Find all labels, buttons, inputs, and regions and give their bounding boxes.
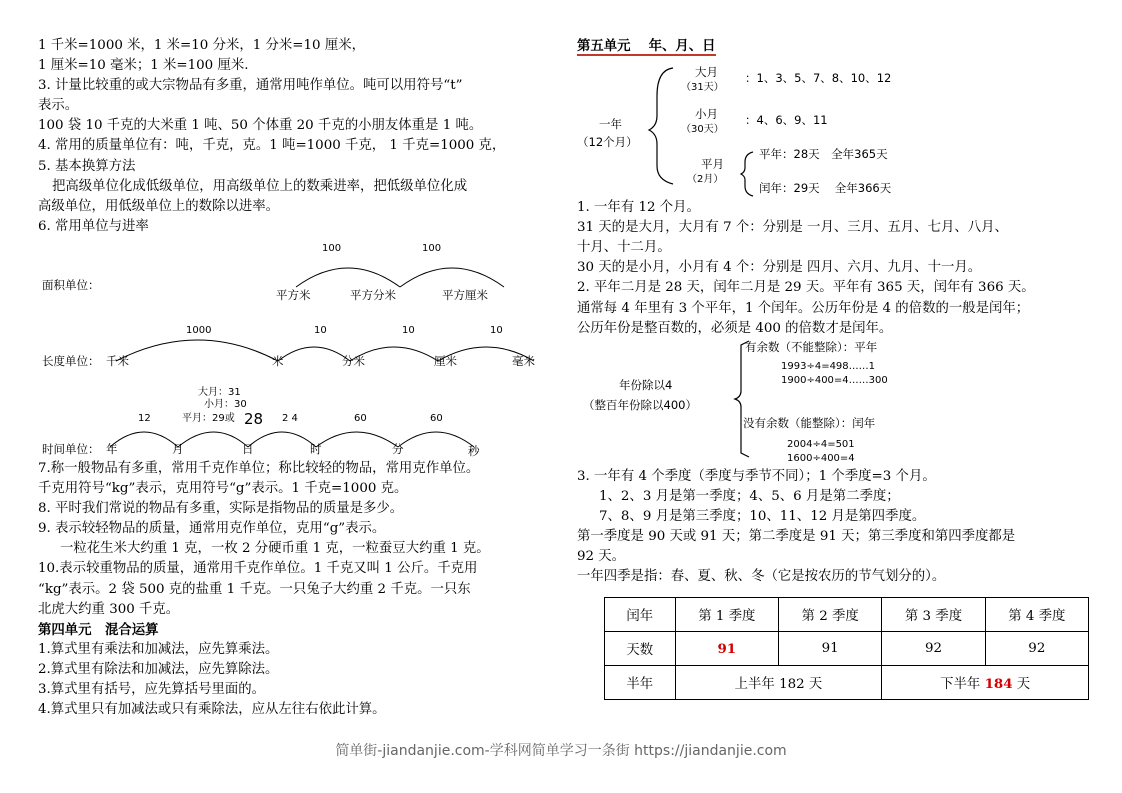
big-month-list: ：1、3、5、7、8、10、12 (745, 71, 892, 86)
text-line: 通常每 4 年里有 3 个平年，1 个闰年。公历年份是 4 的倍数的一般是闰年； (577, 300, 1030, 316)
text-line: 北虎大约重 300 千克。 (38, 601, 180, 617)
table-cell: 天数 (605, 632, 676, 666)
text-line: 1、2、3 月是第一季度；4、5、6 月是第二季度； (599, 488, 900, 504)
length-unit: 分米 (342, 353, 365, 368)
table-cell-highlight: 91 (675, 632, 778, 666)
feb: 平月 (701, 157, 724, 172)
area-arc (400, 268, 504, 287)
unit5-title: 第五单元 年、月、日 (577, 38, 716, 54)
time-rate: 60 (354, 412, 367, 424)
table-cell: 92 (882, 632, 985, 666)
leap-top-ex: 1900÷400=4……300 (781, 374, 888, 386)
text-line: 3. 计量比较重的或大宗物品有多重，通常用吨作单位。吨可以用符号“t” (38, 78, 463, 94)
month-note: 平月：29或 (182, 412, 235, 424)
leap-left-1: 年份除以4 (619, 377, 673, 392)
text-line: 100 袋 10 千克的大米重 1 吨、50 个体重 20 千克的小朋友体重是 1 吨。 (38, 118, 483, 134)
leap-bottom-ex: 1600÷400=4 (787, 452, 855, 464)
quarter-table (604, 597, 1089, 700)
text-line: 高级单位，用低级单位上的数除以进率。 (38, 198, 280, 214)
time-arc (178, 432, 248, 447)
text-line: 9. 表示较轻物品的质量，通常用克作单位，克用“g”表示。 (38, 521, 386, 537)
time-arc (110, 432, 178, 447)
time-arc (316, 432, 398, 447)
length-rate: 10 (402, 324, 415, 336)
text-line: 十月、十二月。 (577, 240, 671, 256)
text-line: 2. 平年二月是 28 天，闰年二月是 29 天。平年有 365 天，闰年有 366 天。 (577, 280, 1035, 296)
month-note: 小月：30 (204, 398, 247, 410)
month-note: 大月：31 (198, 386, 241, 398)
area-label: 面积单位： (42, 277, 100, 292)
length-unit: 千米 (106, 353, 129, 368)
text-line: 把高级单位化成低级单位，用高级单位上的数乘进率，把低级单位化成 (52, 178, 468, 194)
time-rate: 2 4 (282, 412, 298, 424)
leap-left-2: （整百年份除以400） (583, 397, 697, 412)
leap-bottom-ex: 2004÷4=501 (787, 438, 855, 450)
text-line: 公历年份是整百数的，必须是 400 的倍数才是闰年。 (577, 320, 893, 336)
text-line: 千克用符号“kg”表示，克用符号“g”表示。1 千克=1000 克。 (38, 481, 408, 497)
small-month-list: ：4、6、9、11 (745, 113, 828, 128)
table-header-cell: 第 1 季度 (675, 598, 778, 632)
table-header-cell: 第 4 季度 (985, 598, 1088, 632)
text-line: 5. 基本换算方法 (38, 158, 136, 174)
time-unit: 时 (310, 441, 322, 456)
text-line: 1.算式里有乘法和加减法，应先算乘法。 (38, 641, 279, 657)
text-line: 1 千米=1000 米，1 米=10 分米，1 分米=10 厘米， (38, 38, 365, 53)
table-cell (882, 666, 1089, 700)
text-line: 3. 一年有 4 个季度（季度与季节不同）；1 个季度=3 个月。 (577, 468, 936, 484)
text-line: 4. 常用的质量单位有：吨，千克，克。1 吨=1000 千克， 1 千克=1000 克， (38, 138, 506, 154)
year-label: 一年 (599, 117, 622, 132)
text-line: 第一季度是 90 天或 91 天；第二季度是 91 天；第三季度和第四季度都是 (577, 529, 1016, 545)
leap-brace (735, 341, 749, 457)
text-line: 6. 常用单位与进率 (38, 218, 149, 234)
text-line: 8. 平时我们常说的物品有多重，实际是指物品的质量是多少。 (38, 501, 404, 517)
time-rate: 60 (430, 412, 443, 424)
table-row (605, 598, 1089, 632)
time-unit: 秒 (468, 443, 480, 458)
area-rate: 100 (422, 242, 442, 254)
small-month: 小月 (695, 107, 718, 122)
right-column (577, 36, 1089, 700)
length-arc (116, 340, 278, 361)
year-sub: （12个月） (577, 135, 638, 150)
second-half-suffix: 天 (1012, 677, 1031, 693)
area-rate: 100 (322, 242, 342, 254)
footer-watermark: 简单街-jiandanjie.com-学科网简单学习一条街 https://jiandanjie.com (335, 743, 787, 759)
text-line: 表示。 (38, 98, 79, 114)
feb-common: 平年：28天 全年365天 (759, 147, 888, 162)
area-arc (296, 268, 400, 287)
text-line: 10.表示较重物品的质量，通常用千克作单位。1 千克又叫 1 公斤。千克用 (38, 561, 478, 577)
length-rate: 10 (490, 324, 503, 336)
leap-year-diagram (577, 339, 1089, 467)
year-month-diagram (577, 56, 1089, 198)
length-label: 长度单位： (42, 353, 100, 368)
length-unit: 厘米 (434, 353, 457, 368)
leap-top-ex: 1993÷4=498……1 (781, 360, 876, 372)
second-half-prefix: 下半年 (940, 677, 985, 693)
length-arc (278, 347, 350, 361)
text-line: 一粒花生米大约重 1 克，一枚 2 分硬币重 1 克，一粒蚕豆大约重 1 克。 (60, 541, 490, 557)
text-line: 2.算式里有除法和加减法，应先算除法。 (38, 661, 279, 677)
table-header-cell: 闰年 (605, 598, 676, 632)
feb-sub: （2月） (687, 174, 724, 186)
table-cell: 92 (985, 632, 1088, 666)
text-line: 4.算式里只有加减法或只有乘除法，应从左往右依此计算。 (38, 702, 386, 718)
big-month-sub: （31天） (681, 82, 724, 94)
text-line: 30 天的是小月，小月有 4 个：分别是 四月、六月、九月、十一月。 (577, 260, 982, 276)
time-unit: 日 (242, 441, 254, 456)
text-line: 3.算式里有括号，应先算括号里面的。 (38, 681, 266, 697)
text-line: 7、8、9 月是第三季度；10、11、12 月是第四季度。 (599, 508, 926, 524)
feb-brace (741, 152, 753, 196)
unit4-heading: 第四单元 混合运算 (38, 621, 159, 638)
area-unit: 平方米 (276, 287, 311, 302)
time-unit: 年 (106, 441, 118, 456)
big-month: 大月 (695, 65, 718, 80)
leap-bottom-label: 没有余数（能整除）：闰年 (743, 415, 876, 430)
time-unit: 月 (172, 441, 184, 456)
unit-conversion-diagram (38, 237, 560, 459)
year-brace (649, 68, 673, 184)
area-unit: 平方厘米 (442, 287, 488, 302)
text-line: 7.称一般物品有多重，常用千克作单位；称比较轻的物品，常用克作单位。 (38, 460, 480, 476)
time-rate: 12 (138, 412, 151, 424)
text-line: 一年四季是指：春、夏、秋、冬（它是按农历的节气划分的）。 (577, 569, 946, 585)
time-label: 时间单位： (42, 441, 100, 456)
month-note-28: 28 (244, 409, 264, 428)
text-line: 31 天的是大月，大月有 7 个：分别是 一月、三月、五月、七月、八月、 (577, 220, 1008, 236)
table-header-cell: 第 3 季度 (882, 598, 985, 632)
table-row (605, 632, 1089, 666)
time-arc (398, 432, 474, 447)
table-cell: 上半年 182 天 (675, 666, 882, 700)
time-unit: 分 (392, 441, 404, 456)
length-rate: 10 (314, 324, 327, 336)
text-line: 92 天。 (577, 549, 626, 565)
small-month-sub: （30天） (681, 124, 724, 136)
leap-top-label: 有余数（不能整除）：平年 (745, 339, 878, 354)
length-unit: 毫米 (512, 353, 535, 368)
text-line: “kg”表示。2 袋 500 克的盐重 1 千克。一只兔子大约重 2 千克。一只东 (38, 581, 471, 597)
table-cell: 半年 (605, 666, 676, 700)
feb-leap: 闰年：29天 全年366天 (759, 181, 892, 196)
second-half-number: 184 (984, 676, 1013, 693)
unit5-heading (577, 36, 1089, 56)
time-arc (248, 432, 316, 447)
length-rate: 1000 (186, 324, 212, 336)
table-cell: 91 (779, 632, 882, 666)
table-header-cell: 第 2 季度 (779, 598, 882, 632)
length-unit: 米 (272, 353, 284, 368)
text-line: 1 厘米=10 毫米；1 米=100 厘米. (38, 58, 249, 74)
table-row (605, 666, 1089, 700)
left-column (38, 36, 560, 720)
area-unit: 平方分米 (350, 287, 396, 302)
text-line: 1. 一年有 12 个月。 (577, 200, 700, 216)
